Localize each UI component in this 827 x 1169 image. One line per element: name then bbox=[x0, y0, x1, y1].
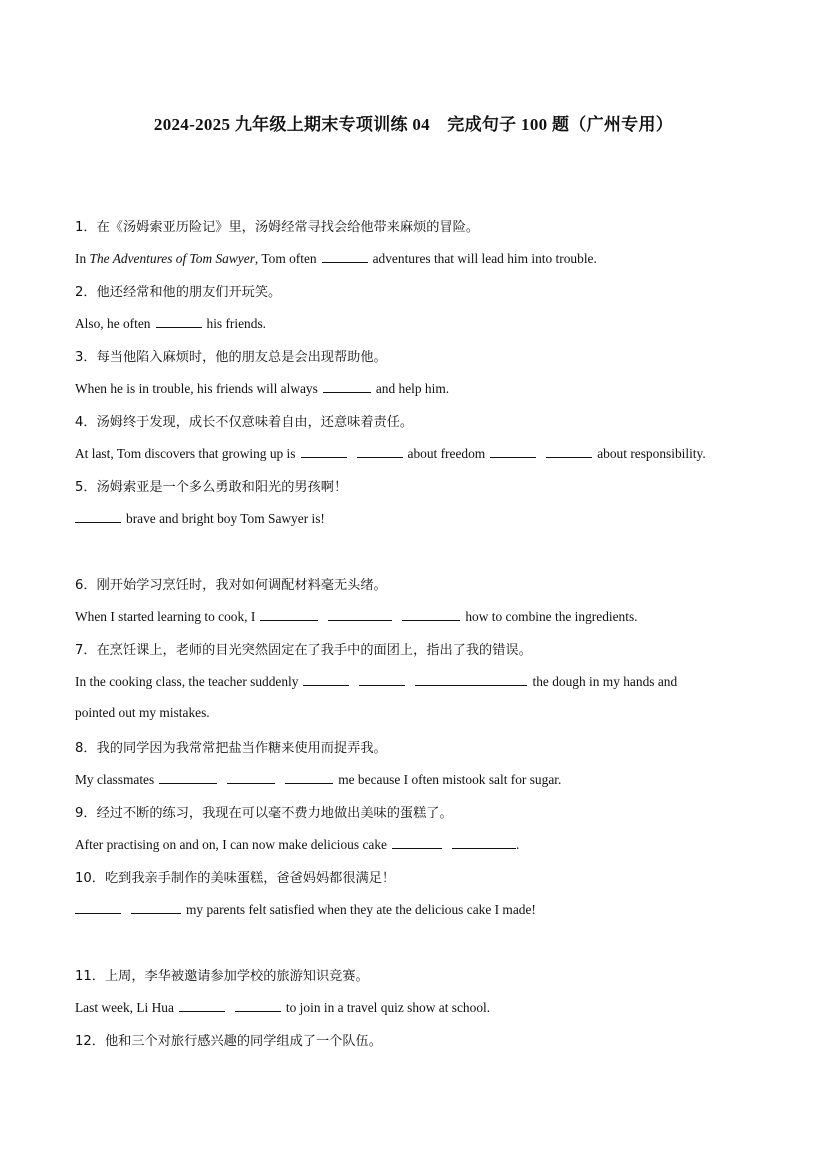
answer-blank[interactable] bbox=[131, 900, 181, 914]
question-11-english bbox=[75, 998, 490, 1016]
question-7-english-continued: pointed out my mistakes. bbox=[75, 705, 210, 720]
q1-text-c: adventures that will lead him into trouble. bbox=[372, 251, 597, 266]
question-4-chinese: 4．汤姆终于发现，成长不仅意味着自由，还意味着责任。 bbox=[75, 415, 414, 430]
question-7-chinese: 7．在烹饪课上，老师的目光突然固定在了我手中的面团上，指出了我的错误。 bbox=[75, 643, 532, 658]
question-6-english bbox=[75, 607, 638, 625]
answer-blank[interactable] bbox=[303, 672, 349, 686]
answer-blank[interactable] bbox=[322, 249, 368, 263]
q11-text-b: to join in a travel quiz show at school. bbox=[285, 1000, 491, 1015]
question-4-english bbox=[75, 444, 706, 462]
question-7-english bbox=[75, 672, 677, 690]
q10-text-a: my parents felt satisfied when they ate the delicious cake I made! bbox=[186, 902, 536, 917]
answer-blank[interactable] bbox=[75, 509, 121, 523]
question-3-chinese: 3．每当他陷入麻烦时，他的朋友总是会出现帮助他。 bbox=[75, 350, 387, 365]
q9-text-a: After practising on and on, I can now make delicious cake bbox=[75, 837, 387, 852]
answer-blank[interactable] bbox=[156, 314, 202, 328]
q7-text-a: In the cooking class, the teacher suddenly bbox=[75, 674, 299, 689]
question-10-chinese: 10．吃到我亲手制作的美味蛋糕，爸爸妈妈都很满足！ bbox=[75, 871, 396, 886]
q8-text-b: me because I often mistook salt for sugar. bbox=[338, 772, 562, 787]
answer-blank[interactable] bbox=[452, 835, 516, 849]
question-2-english bbox=[75, 314, 266, 332]
answer-blank[interactable] bbox=[402, 607, 460, 621]
q9-text-b: . bbox=[515, 837, 520, 852]
question-8-chinese: 8．我的同学因为我常常把盐当作糖来使用而捉弄我。 bbox=[75, 741, 387, 756]
question-6-chinese: 6．刚开始学习烹饪时，我对如何调配材料毫无头绪。 bbox=[75, 578, 387, 593]
q6-text-b: how to combine the ingredients. bbox=[465, 609, 638, 624]
answer-blank[interactable] bbox=[328, 607, 392, 621]
answer-blank[interactable] bbox=[159, 770, 217, 784]
q3-text-b: and help him. bbox=[375, 381, 450, 396]
question-1-english bbox=[75, 249, 597, 267]
q5-text-a: brave and bright boy Tom Sawyer is! bbox=[126, 511, 325, 526]
answer-blank[interactable] bbox=[323, 379, 371, 393]
question-2-chinese: 2．他还经常和他的朋友们开玩笑。 bbox=[75, 285, 282, 300]
question-1-chinese: 1．在《汤姆索亚历险记》里，汤姆经常寻找会给他带来麻烦的冒险。 bbox=[75, 220, 480, 235]
answer-blank[interactable] bbox=[285, 770, 333, 784]
q2-text-b: his friends. bbox=[206, 316, 267, 331]
answer-blank[interactable] bbox=[179, 998, 225, 1012]
question-3-english bbox=[75, 379, 449, 397]
answer-blank[interactable] bbox=[301, 444, 347, 458]
q1-text-a: In bbox=[75, 251, 90, 266]
answer-blank[interactable] bbox=[357, 444, 403, 458]
q1-book-title: The Adventures of Tom Sawyer bbox=[89, 251, 255, 266]
question-5-english bbox=[75, 509, 325, 527]
answer-blank[interactable] bbox=[546, 444, 592, 458]
question-9-english bbox=[75, 835, 519, 853]
answer-blank[interactable] bbox=[235, 998, 281, 1012]
answer-blank[interactable] bbox=[227, 770, 275, 784]
q1-text-b: , Tom often bbox=[254, 251, 317, 266]
q8-text-a: My classmates bbox=[75, 772, 155, 787]
question-10-english bbox=[75, 900, 536, 918]
q4-text-c: about responsibility. bbox=[597, 446, 706, 461]
answer-blank[interactable] bbox=[490, 444, 536, 458]
q6-text-a: When I started learning to cook, I bbox=[75, 609, 256, 624]
q7-text-b: the dough in my hands and bbox=[532, 674, 678, 689]
page-title: 2024-2025 九年级上期末专项训练 04 完成句子 100 题（广州专用） bbox=[153, 115, 674, 134]
question-9-chinese: 9．经过不断的练习，我现在可以毫不费力地做出美味的蛋糕了。 bbox=[75, 806, 453, 821]
q4-text-a: At last, Tom discovers that growing up is bbox=[75, 446, 296, 461]
question-8-english bbox=[75, 770, 561, 788]
answer-blank[interactable] bbox=[260, 607, 318, 621]
question-12-chinese: 12．他和三个对旅行感兴趣的同学组成了一个队伍。 bbox=[75, 1034, 382, 1049]
question-11-chinese: 11．上周，李华被邀请参加学校的旅游知识竞赛。 bbox=[75, 969, 369, 984]
answer-blank[interactable] bbox=[75, 900, 121, 914]
q4-text-b: about freedom bbox=[407, 446, 486, 461]
q11-text-a: Last week, Li Hua bbox=[75, 1000, 174, 1015]
q3-text-a: When he is in trouble, his friends will always bbox=[75, 381, 318, 396]
question-5-chinese: 5．汤姆索亚是一个多么勇敢和阳光的男孩啊！ bbox=[75, 480, 348, 495]
q2-text-a: Also, he often bbox=[75, 316, 151, 331]
answer-blank[interactable] bbox=[392, 835, 442, 849]
answer-blank[interactable] bbox=[359, 672, 405, 686]
answer-blank[interactable] bbox=[415, 672, 527, 686]
